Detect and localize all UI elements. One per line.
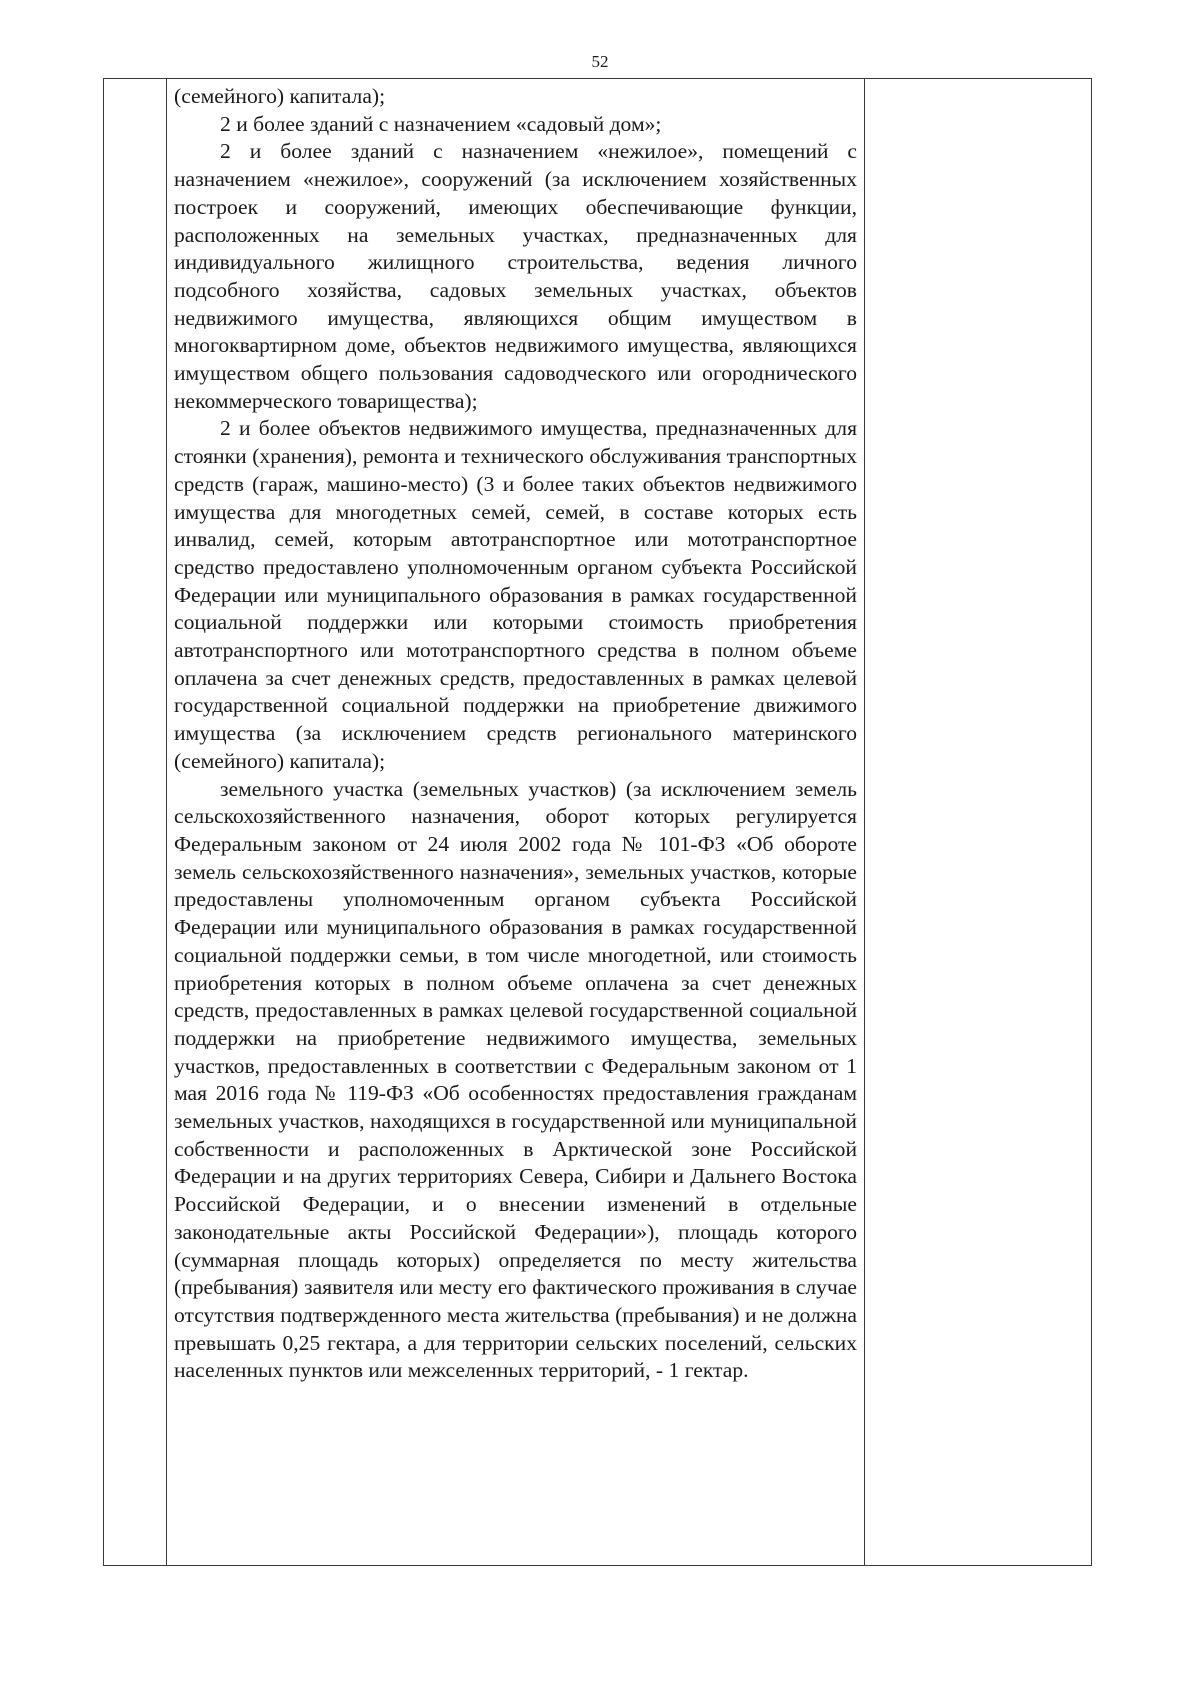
- empty-right-cell: [865, 79, 1092, 1566]
- paragraph: 2 и более объектов недвижимого имущества, предназначенных для стоянки (хранения), ремонта и технического обслуживания транспортных средств (гараж, машино-место) (3 и более таких объектов недвижимого имущества для многодетных семей, семей, в составе которых есть инвалид, семей, которым автотранспортное или мототранспортное средство предоставлено уполномоченным органом субъекта Российской Федерации или муниципального образования в рамках государственной социальной поддержки или которыми стоимость приобретения автотранспортного или мототранспортного средства в полном объеме оплачена за счет денежных средств, предоставленных в рамках целевой государственной социальной поддержки на приобретение движимого имущества (за исключением средств регионального материнского (семейного) капитала);: [174, 416, 857, 773]
- paragraph: земельного участка (земельных участков) (за исключением земель сельскохозяйственного назначения, оборот которых регулируется Федеральным законом от 24 июля 2002 года № 101-ФЗ «Об обороте земель сельскохозяйственного назначения», земельных участков, которые предоставлены уполномоченным органом субъекта Российской Федерации или муниципального образования в рамках государственной социальной поддержки семьи, в том числе многодетной, или стоимость приобретения которых в полном объеме оплачена за счет денежных средств, предоставленных в рамках целевой государственной социальной поддержки на приобретение недвижимого имущества, земельных участков, предоставленных в соответствии с Федеральным законом от 1 мая 2016 года № 119-ФЗ «Об особенностях предоставления гражданам земельных участков, находящихся в государственной или муниципальной собственности и расположенных в Арктической зоне Российской Федерации и на других территориях Севера, Сибири и Дальнего Востока Российской Федерации, и о внесении изменений в отдельные законодательные акты Российской Федерации»), площадь которого (суммарная площадь которых) определяется по месту жительства (пребывания) заявителя или месту его фактического проживания в случае отсутствия подтвержденного места жительства (пребывания) и не должна превышать 0,25 гектара, а для территории сельских поселений, сельских населенных пунктов или межселенных территорий, - 1 гектар.: [174, 776, 857, 1383]
- paragraph: 2 и более зданий с назначением «садовый дом»;: [220, 111, 662, 136]
- table-row: [104, 79, 1092, 1566]
- paragraph: (семейного) капитала);: [174, 84, 386, 108]
- paragraph: 2 и более зданий с назначением «нежилое», помещений с назначением «нежилое», сооружений (за исключением хозяйственных построек и сооружений, имеющих обеспечивающие функции, расположенных на земельных участках, предназначенных для индивидуального жилищного строительства, ведения личного подсобного хозяйства, садовых земельных участках, объектов недвижимого имущества, являющихся общим имуществом в многоквартирном доме, объектов недвижимого имущества, являющихся имуществом общего пользования садоводческого или огороднического некоммерческого товарищества);: [174, 139, 857, 413]
- document-table: [103, 78, 1092, 1566]
- empty-left-cell: [104, 79, 167, 1566]
- page-number: 52: [591, 52, 609, 71]
- content-cell: [167, 79, 865, 1566]
- content-text: [167, 79, 864, 1385]
